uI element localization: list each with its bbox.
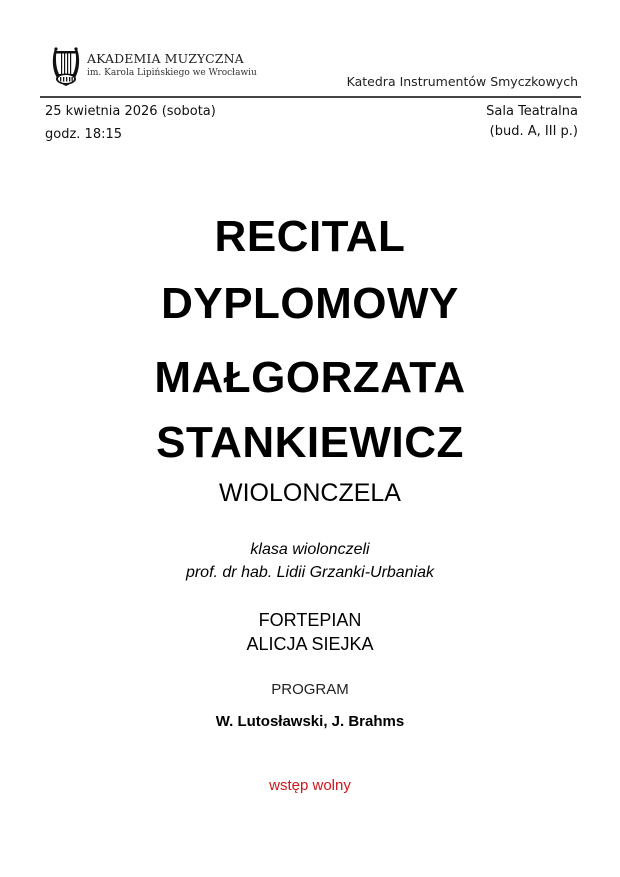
- accompanist-name: ALICJA SIEJKA: [246, 634, 374, 654]
- event-time: godz. 18:15: [45, 127, 123, 142]
- accompanist-instrument: FORTEPIAN: [258, 610, 362, 630]
- event-venue: Sala Teatralna: [486, 104, 578, 119]
- class-label: klasa wiolonczeli: [250, 541, 370, 558]
- performer-first-name: MAŁGORZATA: [154, 353, 466, 402]
- title-line-2: DYPLOMOWY: [161, 279, 459, 328]
- program-composers: W. Lutosławski, J. Brahms: [215, 713, 405, 730]
- department-name: Katedra Instrumentów Smyczkowych: [346, 74, 578, 89]
- admission-note: wstęp wolny: [269, 777, 351, 794]
- institution-subtitle: im. Karola Lipińskiego we Wrocławiu: [87, 68, 257, 78]
- performer-last-name: STANKIEWICZ: [156, 418, 464, 467]
- event-date: 25 kwietnia 2026 (sobota): [45, 104, 216, 119]
- lyre-icon: [50, 46, 82, 88]
- event-venue-detail: (bud. A, III p.): [489, 124, 578, 139]
- institution-name: AKADEMIA MUZYCZNA: [87, 51, 244, 66]
- header-divider: [40, 96, 581, 98]
- professor-name: prof. dr hab. Lidii Grzanki-Urbaniak: [185, 564, 435, 581]
- title-line-1: RECITAL: [214, 212, 406, 261]
- performer-instrument: WIOLONCZELA: [219, 479, 401, 507]
- program-label: PROGRAM: [271, 681, 349, 698]
